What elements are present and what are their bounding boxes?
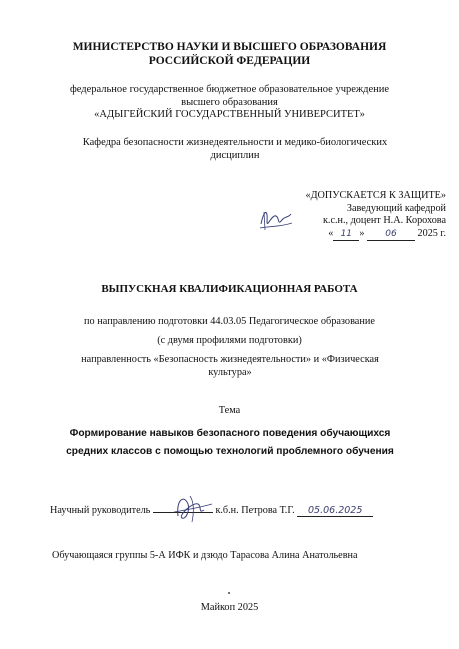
supervisor-credentials: к.б.н. xyxy=(215,505,239,516)
institution-line-1: федеральное государственное бюджетное образовательное учреждение xyxy=(69,84,390,95)
department-name: Кафедра безопасности жизнедеятельности и медико-биологических дисциплин xyxy=(82,137,388,161)
supervisor-date: 05.06.2025 xyxy=(297,505,373,517)
head-of-department-signature xyxy=(258,204,294,234)
supervisor-signature xyxy=(168,490,216,526)
city-year: Майкоп 2025 xyxy=(200,602,259,613)
approval-month: 06 xyxy=(367,228,415,242)
institution-name: «АДЫГЕЙСКИЙ ГОСУДАРСТВЕННЫЙ УНИВЕРСИТЕТ» xyxy=(94,109,365,120)
theme-label: Тема xyxy=(218,405,241,416)
institution-block xyxy=(0,84,459,122)
approval-position: Заведующий кафедрой xyxy=(346,202,446,214)
institution-line-2: высшего образования xyxy=(181,96,278,108)
ministry-line-1: МИНИСТЕРСТВО НАУКИ И ВЫСШЕГО ОБРАЗОВАНИЯ xyxy=(72,41,387,53)
ministry-line-2: РОССИЙСКОЙ ФЕДЕРАЦИИ xyxy=(148,55,311,67)
supervisor-label: Научный руководитель xyxy=(50,505,151,516)
direction-line-3: направленность «Безопасность жизнедеятельности» и «Физическая культура» xyxy=(81,354,379,378)
approval-heading: «ДОПУСКАЕТСЯ К ЗАЩИТЕ» xyxy=(305,190,446,201)
approval-day: 11 xyxy=(333,228,359,242)
document-title: ВЫПУСКНАЯ КВАЛИФИКАЦИОННАЯ РАБОТА xyxy=(101,283,358,295)
page-mark xyxy=(228,592,230,594)
thesis-topic: Формирование навыков безопасного поведения обучающихся средних классов с помощью технологий проблемного обучения xyxy=(66,428,394,457)
supervisor-name: Петрова Т.Г. xyxy=(241,505,295,516)
ministry-heading xyxy=(0,40,459,68)
direction-line-1: по направлению подготовки 44.03.05 Педагогическое образование xyxy=(84,316,375,327)
approval-signatory: к.с.н., доцент Н.А. Корохова xyxy=(322,215,446,226)
approval-year: 2025 г. xyxy=(417,227,446,239)
student-line: Обучающаяся группы 5-А ИФК и дзюдо Тарасова Алина Анатольевна xyxy=(52,550,358,561)
direction-line-2: (с двумя профилями подготовки) xyxy=(157,335,302,346)
approval-date: « 11 » 06 2025 г. xyxy=(250,228,446,242)
